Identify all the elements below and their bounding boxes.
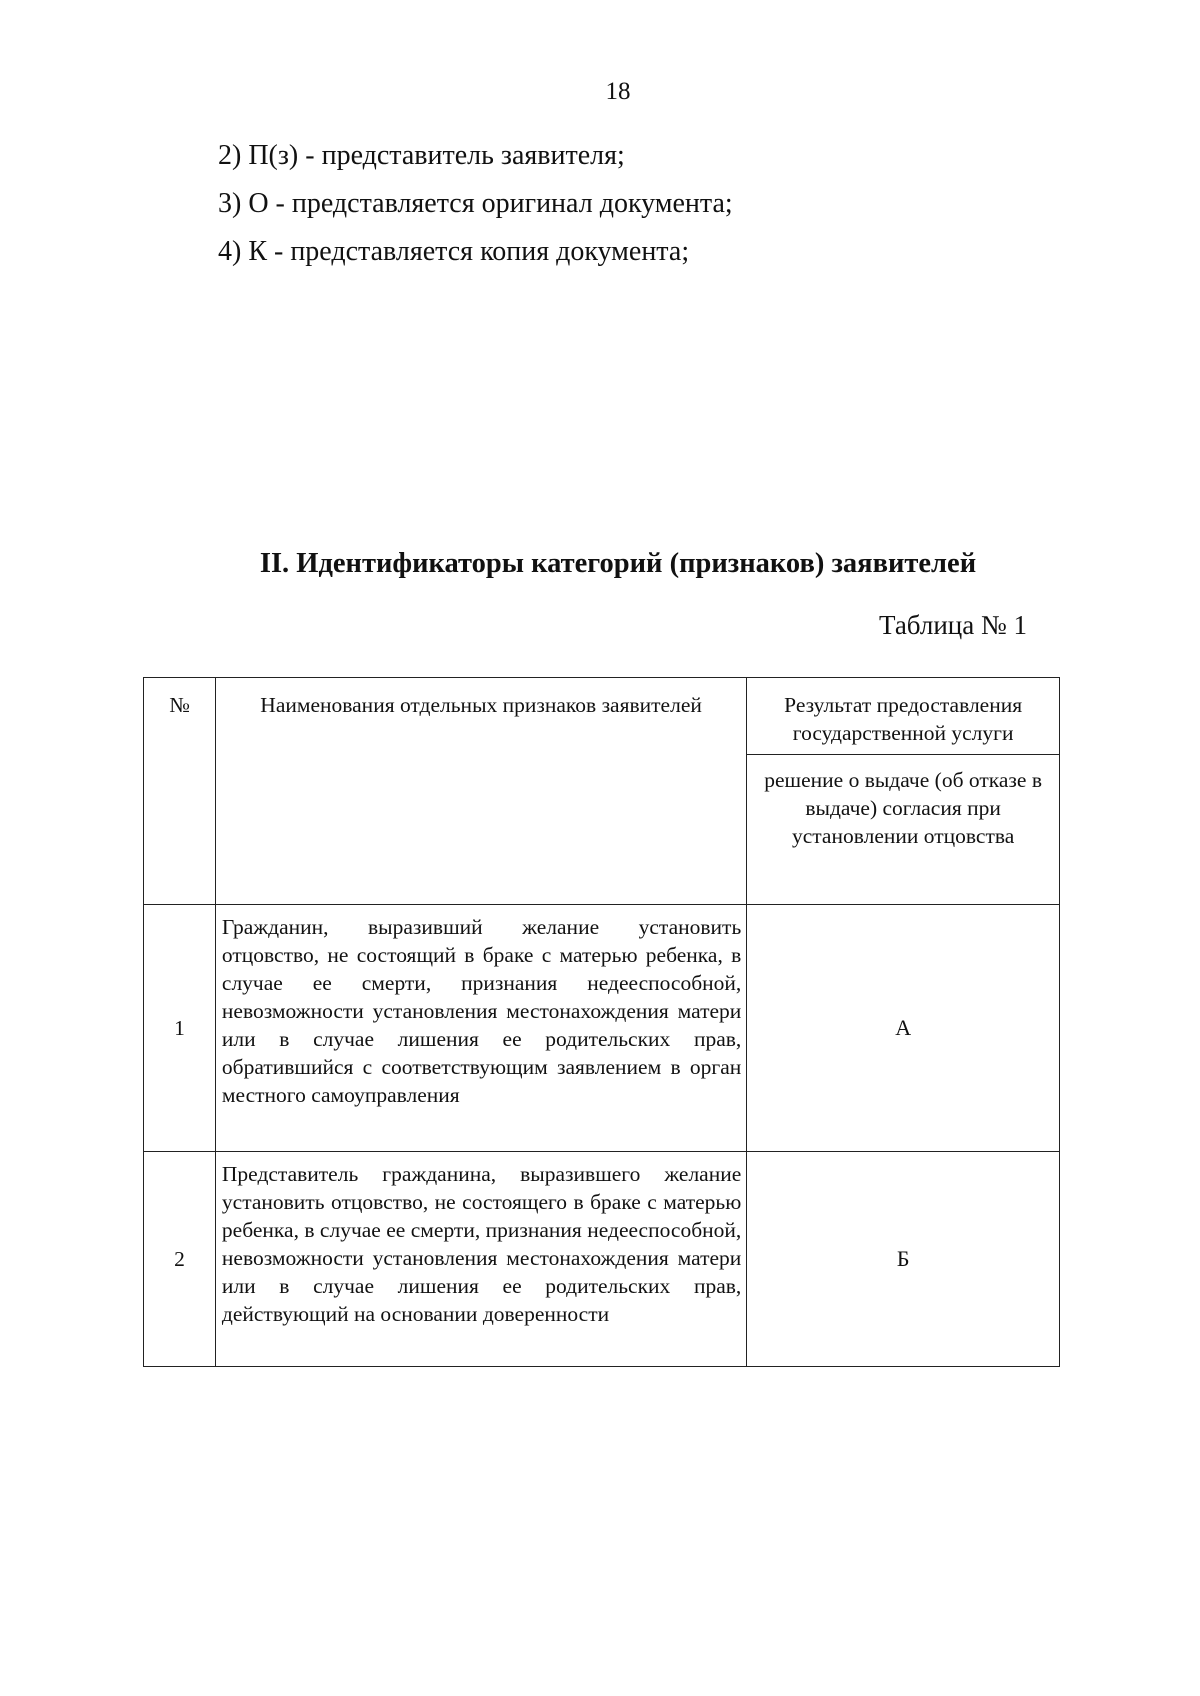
legend-item: 3) О - представляется оригинал документа;: [218, 188, 733, 219]
applicant-categories-table: [143, 677, 1060, 1367]
row-description: Представитель гражданина, выразившего желание установить отцовство, не состоящего в браке с матерью ребенка, в случае ее смерти, признания недееспособной, невозможности установления местонахождения матери или в случае лишения ее родительских прав, действующий на основании доверенности: [215, 1152, 746, 1367]
table-caption: Таблица № 1: [879, 610, 1027, 640]
header-result-sub: решение о выдаче (об отказе в выдаче) согласия при установлении отцовства: [764, 768, 1042, 848]
header-result-cell: [747, 678, 1060, 905]
table-row: [144, 905, 1060, 1152]
legend-list: [218, 132, 733, 276]
header-result: Результат предоставления государственной услуги: [747, 678, 1059, 755]
row-result: Б: [747, 1152, 1060, 1367]
row-result: А: [747, 905, 1060, 1152]
row-number: 2: [144, 1152, 216, 1367]
row-number: 1: [144, 905, 216, 1152]
row-description: Гражданин, выразивший желание установить отцовство, не состоящий в браке с матерью ребенка, в случае ее смерти, признания недееспособной, невозможности установления местонахождения матери или в случае лишения ее родительских прав, обратившийся с соответствующим заявлением в орган местного самоуправления: [215, 905, 746, 1152]
section-title: II. Идентификаторы категорий (признаков) заявителей: [259, 548, 977, 579]
table-row: [144, 1152, 1060, 1367]
table-header-row: [144, 678, 1060, 905]
header-number: №: [144, 678, 216, 905]
header-name: Наименования отдельных признаков заявителей: [215, 678, 746, 905]
legend-item: 4) К - представляется копия документа;: [218, 236, 690, 267]
legend-item: 2) П(з) - представитель заявителя;: [218, 140, 625, 171]
page-number: 18: [605, 78, 631, 105]
